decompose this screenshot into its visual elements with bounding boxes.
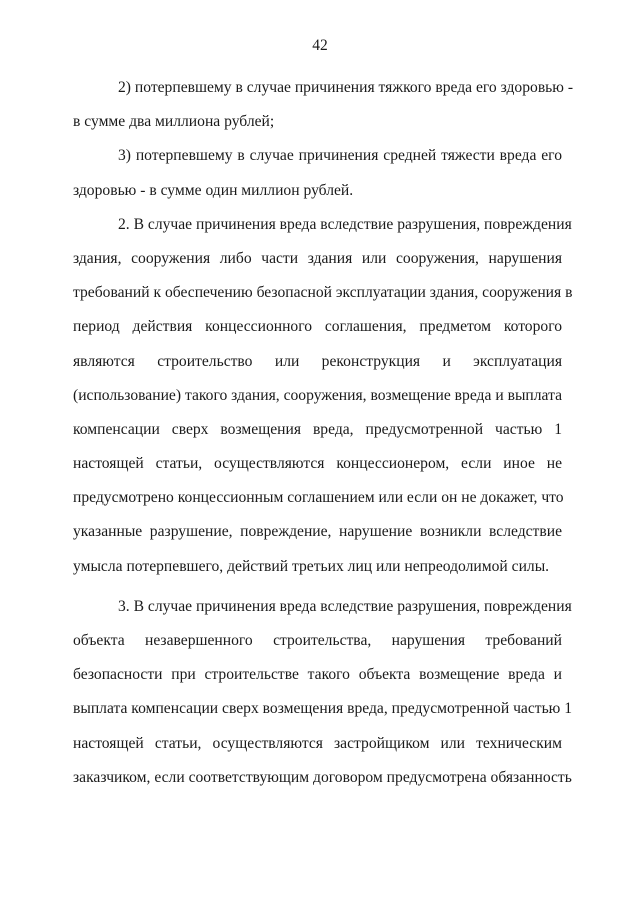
text-line: (использование) такого здания, сооружения, возмещение вреда и выплата: [73, 386, 562, 404]
text-line: требований к обеспечению безопасной эксплуатации здания, сооружения в: [73, 284, 573, 302]
text-line: 2. В случае причинения вреда вследствие разрушения, повреждения: [118, 215, 572, 233]
text-line: безопасности при строительстве такого объекта возмещение вреда и: [73, 666, 562, 684]
text-line: заказчиком, если соответствующим договором предусмотрена обязанность: [73, 768, 572, 786]
text-line: компенсации сверх возмещения вреда, предусмотренной частью 1: [73, 420, 562, 438]
paragraph-item-3: [73, 144, 562, 212]
text-line: 3) потерпевшему в случае причинения средней тяжести вреда его: [118, 147, 562, 165]
text-line: объекта незавершенного строительства, нарушения требований: [73, 632, 562, 649]
text-line: настоящей статьи, осуществляются концессионером, если иное не: [73, 455, 562, 473]
text-line: здоровью - в сумме один миллион рублей.: [73, 181, 354, 199]
paragraph-part-2: [73, 213, 573, 589]
text-line: период действия концессионного соглашения, предметом которого: [73, 318, 562, 336]
text-line: 3. В случае причинения вреда вследствие разрушения, повреждения: [118, 597, 572, 615]
text-line: здания, сооружения либо части здания или сооружения, нарушения: [73, 249, 562, 267]
paragraph-part-3: [73, 595, 573, 800]
text-line: являются строительство или реконструкция и эксплуатация: [73, 352, 562, 370]
paragraph-item-2: [73, 76, 574, 144]
text-line: 2) потерпевшему в случае причинения тяжкого вреда его здоровью -: [118, 79, 574, 96]
text-line: настоящей статьи, осуществляются застройщиком или техническим: [73, 734, 562, 752]
page-number: 42: [312, 37, 328, 54]
text-line: указанные разрушение, повреждение, нарушение возникли вследствие: [73, 523, 562, 541]
text-line: в сумме два миллиона рублей;: [73, 113, 275, 131]
document-body: [73, 76, 574, 800]
text-line: предусмотрено концессионным соглашением или если он не докажет, что: [73, 489, 564, 507]
text-line: выплата компенсации сверх возмещения вреда, предусмотренной частью 1: [73, 700, 573, 718]
text-line: умысла потерпевшего, действий третьих лиц или непреодолимой силы.: [73, 557, 550, 575]
